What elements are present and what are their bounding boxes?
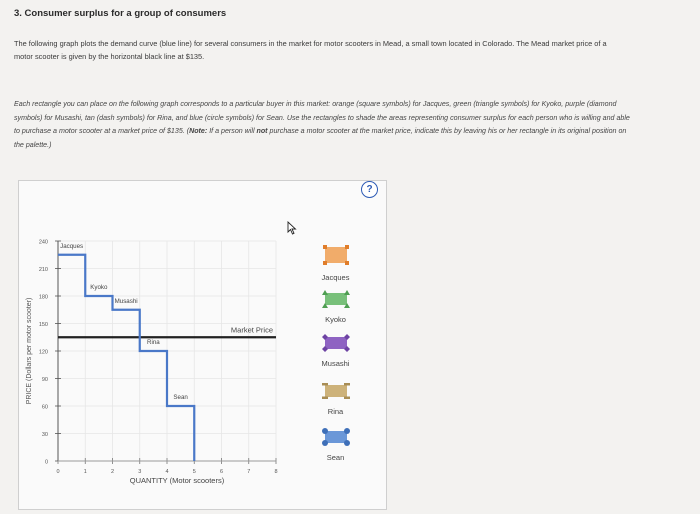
y-tick-label: 30 bbox=[41, 432, 48, 438]
y-tick-label: 120 bbox=[38, 349, 48, 356]
consumer-label: Rina bbox=[147, 339, 160, 346]
x-tick-label: 2 bbox=[110, 469, 115, 475]
palette-item-kyoko[interactable] bbox=[308, 290, 363, 324]
y-tick-label: 240 bbox=[38, 239, 48, 246]
consumer-label: Jacques bbox=[60, 242, 84, 250]
x-tick-label: 3 bbox=[138, 469, 142, 475]
palette-label-rina: Rina bbox=[327, 407, 344, 416]
sean-circle-rectangle[interactable] bbox=[321, 428, 351, 446]
x-tick-label: 0 bbox=[56, 469, 60, 475]
y-tick-label: 60 bbox=[41, 404, 48, 411]
consumer-labels bbox=[60, 243, 188, 401]
market-price-label: Market Price bbox=[230, 325, 273, 335]
instructions-part2: If a person will bbox=[207, 127, 257, 136]
y-axis-title: PRICE (Dollars per motor scooter) bbox=[26, 297, 33, 405]
jacques-square-rectangle[interactable] bbox=[321, 244, 351, 266]
palette-label-jacques: Jacques bbox=[321, 273, 350, 282]
x-tick-label: 8 bbox=[274, 469, 278, 475]
demand-curve bbox=[58, 255, 194, 461]
instructions-part3: purchase a motor scooter at the market price, indicate this by leaving his or her rectangle in its original position on the palette.) bbox=[14, 127, 627, 149]
x-tick-label: 7 bbox=[247, 469, 251, 475]
y-tick-label: 180 bbox=[38, 294, 48, 301]
palette-label-sean: Sean bbox=[326, 453, 345, 462]
palette-label-musashi: Musashi bbox=[321, 359, 350, 368]
palette-item-rina[interactable] bbox=[308, 382, 363, 416]
question-title: 3. Consumer surplus for a group of consumers bbox=[14, 8, 227, 19]
note-label: Note: bbox=[189, 127, 208, 136]
help-icon[interactable]: ? bbox=[361, 181, 378, 198]
y-tick-label: 210 bbox=[38, 267, 48, 273]
x-tick-label: 6 bbox=[219, 469, 224, 475]
not-word: not bbox=[256, 127, 268, 136]
consumer-label: Sean bbox=[173, 394, 188, 401]
y-tick-label: 150 bbox=[38, 322, 48, 328]
palette-item-jacques[interactable] bbox=[308, 244, 363, 282]
x-tick-label: 1 bbox=[83, 469, 87, 475]
palette-item-sean[interactable] bbox=[308, 428, 363, 462]
consumer-label: Kyoko bbox=[90, 284, 108, 291]
x-tick-label: 4 bbox=[165, 469, 169, 475]
y-tick-label: 0 bbox=[44, 459, 48, 466]
kyoko-triangle-rectangle[interactable] bbox=[321, 290, 351, 308]
y-tick-label: 90 bbox=[41, 377, 48, 383]
demand-chart[interactable] bbox=[20, 226, 290, 496]
consumer-label: Musashi bbox=[114, 297, 138, 305]
rina-dash-rectangle[interactable] bbox=[321, 382, 351, 400]
palette-item-musashi[interactable] bbox=[308, 334, 363, 368]
instructions-part1: Each rectangle you can place on the following graph corresponds to a particular buyer in this market: orange (square symbols) for Jacques, green (triangle symbols) for Kyoko, purple (diamond symbols) for Musashi, tan (dash symbols) for Rina, and blue (circle symbols) for Sean. Use the rectangles to shade the areas representing consumer surplus for each person who is willing and able to purchase a motor scooter at a market price of $135. ( bbox=[14, 100, 630, 136]
palette-label-kyoko: Kyoko bbox=[325, 315, 346, 324]
x-tick-label: 5 bbox=[192, 469, 196, 475]
x-axis-title: QUANTITY (Motor scooters) bbox=[129, 476, 225, 485]
musashi-diamond-rectangle[interactable] bbox=[321, 334, 351, 352]
instructions-paragraph bbox=[14, 98, 634, 152]
intro-paragraph: The following graph plots the demand curve (blue line) for several consumers in the market for motor scooters in Mead, a small town located in Colorado. The Mead market price of a motor scooter is given by the horizontal black line at $135. bbox=[14, 39, 607, 61]
